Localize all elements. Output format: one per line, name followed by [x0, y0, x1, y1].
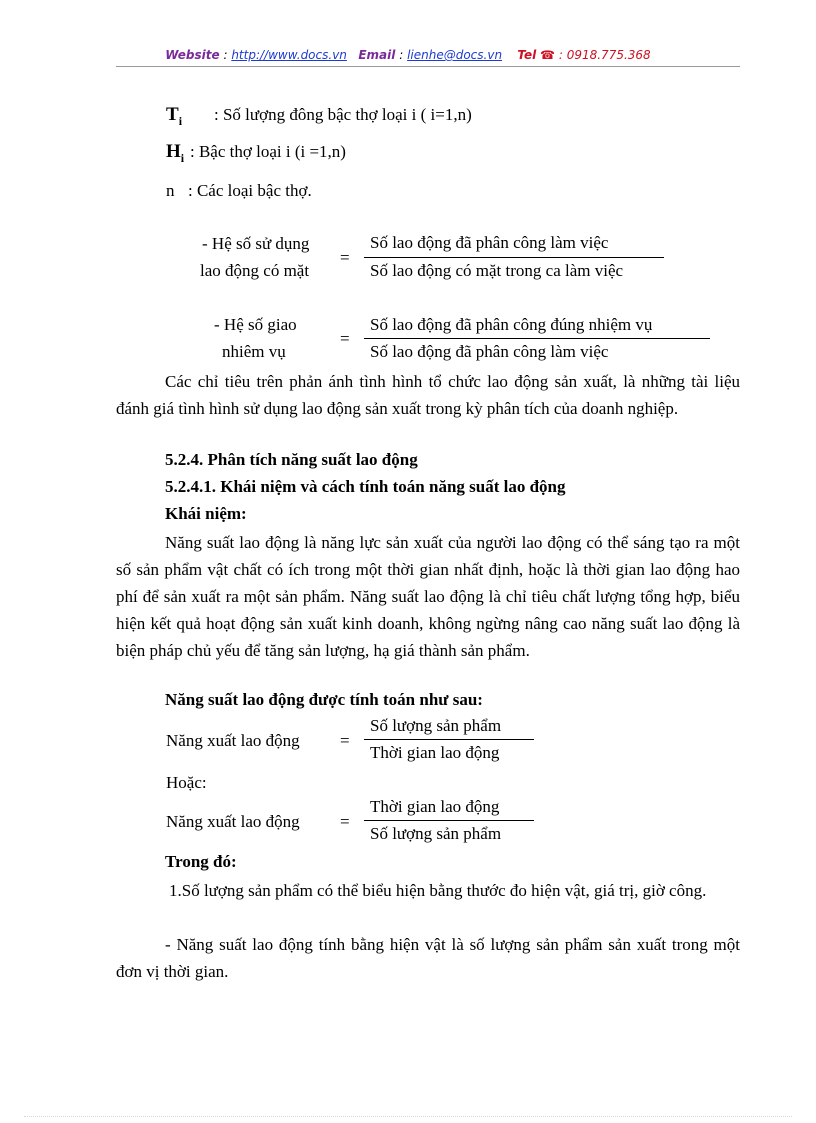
point-1: 1.Số lượng sản phẩm có thể biểu hiện bằng thước đo hiện vật, giá trị, giờ công.	[169, 881, 707, 900]
formula2-numerator: Số lao động đã phân công đúng nhiệm vụ	[370, 315, 653, 334]
tel-label: Tel	[517, 48, 537, 62]
header-colon: :	[399, 48, 408, 62]
email-link[interactable]: lienhe@docs.vn	[407, 48, 503, 62]
formula4-fraction-line	[364, 820, 534, 821]
formula3-equals: =	[340, 731, 350, 750]
section-heading-5241: 5.2.4.1. Khái niệm và cách tính toán năng suất lao động	[165, 477, 566, 496]
formula2-left-line1: - Hệ số giao	[214, 315, 297, 334]
formula3-left: Năng xuất lao động	[166, 731, 300, 750]
def-t-symbol: $T_i$	[166, 104, 183, 128]
formula4-equals: =	[340, 812, 350, 831]
summary-paragraph: Các chỉ tiêu trên phản ánh tình hình tổ chức lao động sản xuất, là những tài liệu đánh giá tình hình sử dụng lao động sản xuất trong kỳ phân tích của doanh nghiệp.	[116, 372, 740, 418]
def-n-symbol: n	[166, 181, 175, 200]
point-2: - Năng suất lao động tính bằng hiện vật là số lượng sản phẩm sản xuất trong một đơn vị thời gian.	[116, 935, 740, 981]
formula2-left-line2: nhiêm vụ	[222, 342, 286, 361]
formula1-left-line2: lao động có mặt	[200, 261, 310, 280]
def-t-text: : Số lượng đông bậc thợ loại i ( i=1,n)	[214, 105, 472, 124]
or-label: Hoặc:	[166, 773, 207, 792]
where-label: Trong đó:	[165, 852, 237, 871]
website-label: Website	[165, 48, 220, 62]
page-header	[0, 48, 816, 62]
concept-paragraph: Năng suất lao động là năng lực sản xuất của người lao động có thể sáng tạo ra một số sản phẩm vật chất có ích trong một thời gian nhất định, hoặc là thời gian lao động hao phí để sản xuất ra một sản phẩm. Năng suất lao động là chỉ tiêu chất lượng tổng hợp, biểu hiện kết quả hoạt động sản xuất kinh doanh, không ngừng nâng cao năng suất lao động là biện pháp chủ yếu để tăng sản lượng, hạ giá thành sản phẩm.	[116, 533, 740, 660]
formula1-equals: =	[340, 248, 350, 267]
formula3-fraction-line	[364, 739, 534, 740]
header-colon: :	[223, 48, 232, 62]
formula2-equals: =	[340, 329, 350, 348]
formula4-left: Năng xuất lao động	[166, 812, 300, 831]
formula4-denominator: Số lượng sản phẩm	[370, 824, 502, 843]
email-label: Email	[358, 48, 396, 62]
header-divider	[116, 66, 740, 67]
formula4-numerator: Thời gian lao động	[370, 797, 500, 816]
formula3-denominator: Thời gian lao động	[370, 743, 500, 762]
phone-icon: ☎	[540, 48, 555, 62]
website-link[interactable]: http://www.docs.vn	[231, 48, 347, 62]
formula3-numerator: Số lượng sản phẩm	[370, 716, 502, 735]
page-bottom-divider	[24, 1116, 792, 1117]
def-n-text: : Các loại bậc thợ.	[188, 181, 312, 200]
tel-colon: :	[558, 48, 563, 62]
def-h-symbol: $H_i$	[166, 141, 185, 165]
formula2-denominator: Số lao động đã phân công làm việc	[370, 342, 609, 361]
formula1-denominator: Số lao động có mặt trong ca làm việc	[370, 261, 624, 280]
calc-heading: Năng suất lao động được tính toán như sau:	[165, 690, 483, 709]
section-heading-524: 5.2.4. Phân tích năng suất lao động	[165, 450, 418, 469]
concept-label: Khái niệm:	[165, 504, 247, 523]
tel-value: 0918.775.368	[566, 48, 651, 62]
def-h-text: : Bậc thợ loại i (i =1,n)	[190, 142, 346, 161]
formula1-left-line1: - Hệ số sử dụng	[202, 234, 310, 253]
formula2-fraction-line	[364, 338, 710, 339]
formula1-numerator: Số lao động đã phân công làm việc	[370, 233, 609, 252]
formula1-fraction-line	[364, 257, 664, 258]
